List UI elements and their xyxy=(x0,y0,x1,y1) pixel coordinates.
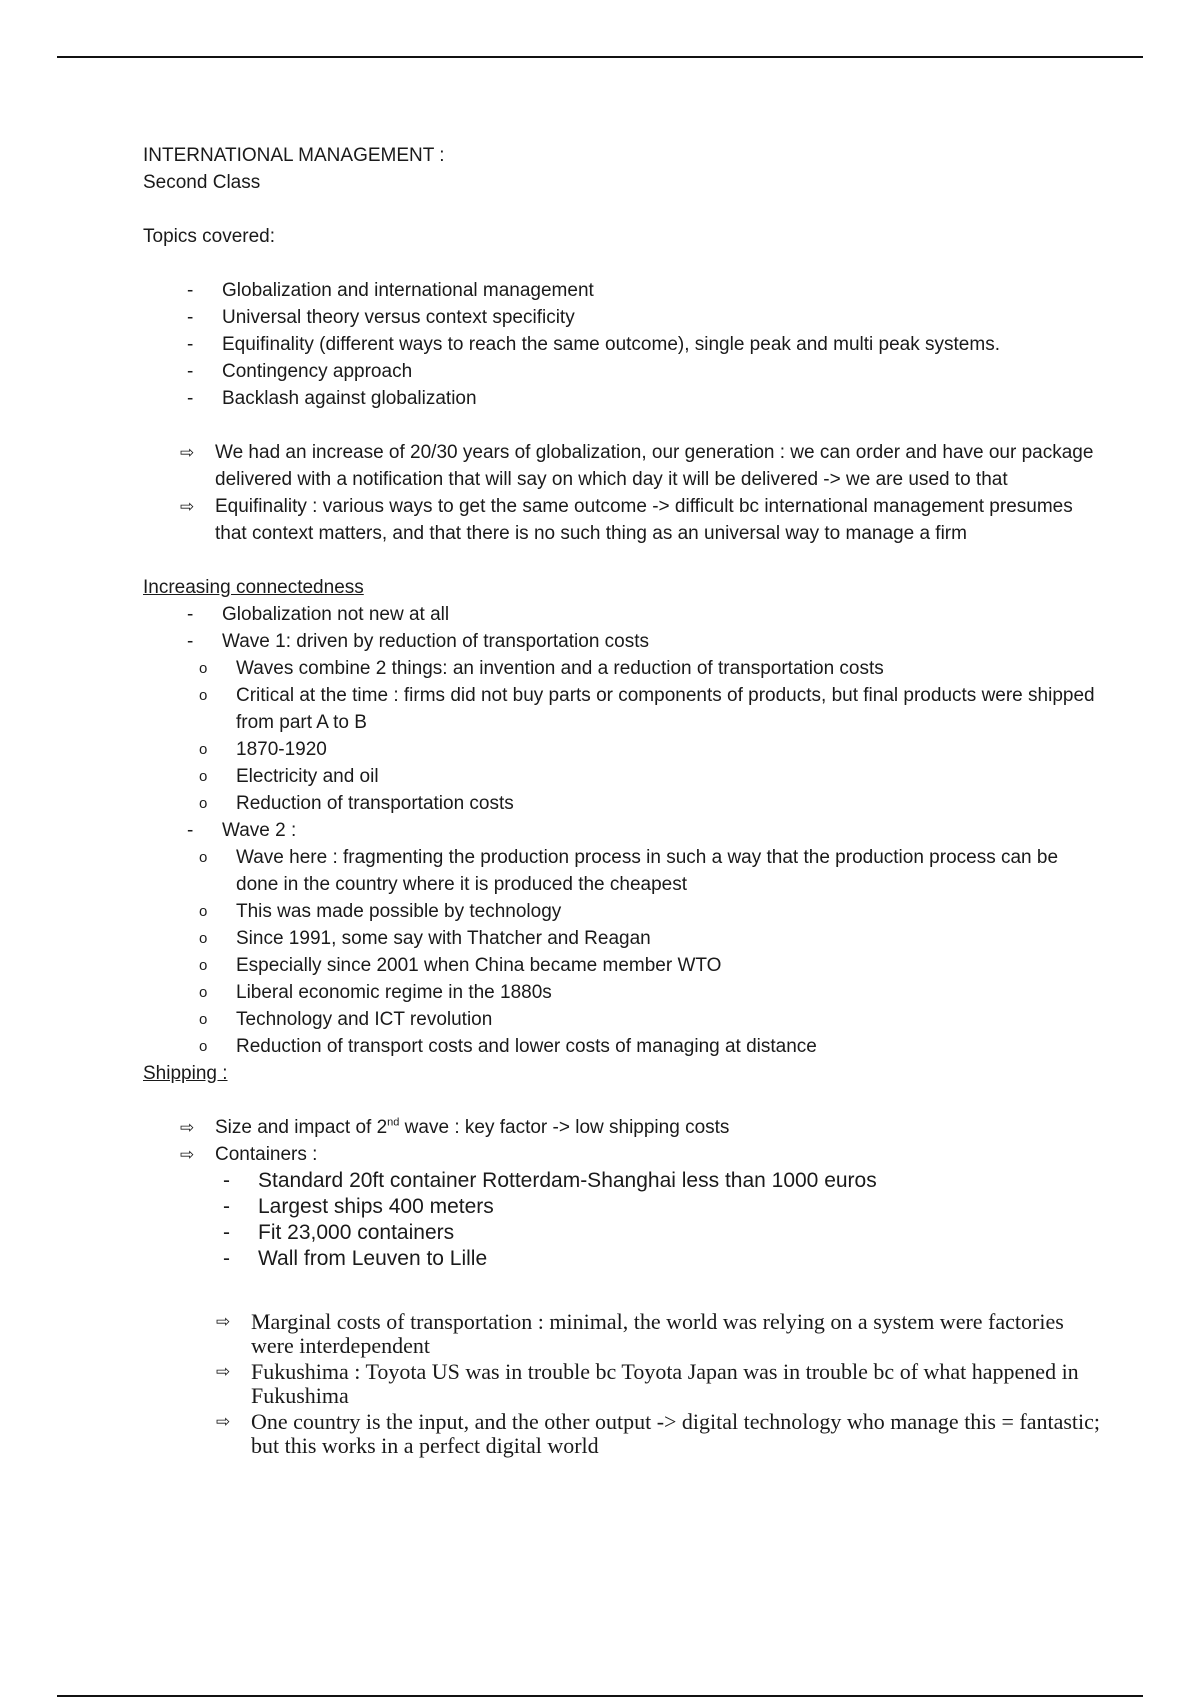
list-item: o Since 1991, some say with Thatcher and Reagan xyxy=(143,925,1103,952)
connectedness-list xyxy=(143,601,1103,655)
circle-bullet: o xyxy=(199,1038,208,1055)
shipping-arrow-list xyxy=(143,1114,1103,1168)
dash-bullet: - xyxy=(223,1169,230,1192)
intro-arrow-list xyxy=(143,439,1103,547)
list-item: o 1870-1920 xyxy=(143,736,1103,763)
list-item: ⇨ We had an increase of 20/30 years of globalization, our generation : we can order and have our package delivered with a notification that will say on which day it will be delivered -> we are used to that xyxy=(143,439,1103,493)
list-item: o Technology and ICT revolution xyxy=(143,1006,1103,1033)
connectedness-heading: Increasing connectedness xyxy=(143,577,364,598)
circle-bullet: o xyxy=(199,741,208,758)
list-item: - Equifinality (different ways to reach the same outcome), single peak and multi peak systems. xyxy=(143,331,1103,358)
circle-bullet: o xyxy=(199,930,208,947)
circle-bullet: o xyxy=(199,768,208,785)
list-item: o Electricity and oil xyxy=(143,763,1103,790)
circle-bullet: o xyxy=(199,1011,208,1028)
list-item: o Especially since 2001 when China became member WTO xyxy=(143,952,1103,979)
document-subtitle: Second Class xyxy=(143,172,261,193)
list-item: ⇨ Size and impact of 2nd wave : key factor -> low shipping costs xyxy=(143,1114,1103,1141)
arrow-bullet-icon: ⇨ xyxy=(180,443,195,462)
list-item: o Waves combine 2 things: an invention and a reduction of transportation costs xyxy=(143,655,1103,682)
circle-bullet: o xyxy=(199,903,208,920)
bottom-rule xyxy=(57,1695,1143,1697)
arrow-bullet-icon: ⇨ xyxy=(216,1412,231,1431)
circle-bullet: o xyxy=(199,957,208,974)
list-item: o This was made possible by technology xyxy=(143,898,1103,925)
dash-bullet: - xyxy=(187,388,194,409)
list-item: o Critical at the time : firms did not buy parts or components of products, but final products were shipped from part A to B xyxy=(143,682,1103,736)
dash-bullet: - xyxy=(223,1221,230,1244)
list-item: o Wave here : fragmenting the production process in such a way that the production process can be done in the country where it is produced the cheapest xyxy=(143,844,1103,898)
dash-bullet: - xyxy=(187,820,194,841)
arrow-bullet-icon: ⇨ xyxy=(180,1145,195,1164)
arrow-bullet-icon: ⇨ xyxy=(180,497,195,516)
list-item: - Standard 20ft container Rotterdam-Shanghai less than 1000 euros xyxy=(223,1169,877,1192)
dash-bullet: - xyxy=(187,361,194,382)
list-item: - Backlash against globalization xyxy=(143,385,1103,412)
list-item: - Contingency approach xyxy=(143,358,1103,385)
dash-bullet: - xyxy=(223,1195,230,1218)
list-item: - Globalization not new at all xyxy=(143,601,1103,628)
circle-bullet: o xyxy=(199,849,208,866)
list-item: ⇨ Fukushima : Toyota US was in trouble bc Toyota Japan was in trouble bc of what happened in Fukushima xyxy=(216,1359,1079,1408)
list-item: o Reduction of transport costs and lower costs of managing at distance xyxy=(143,1033,1103,1060)
list-item: - Globalization and international management xyxy=(143,277,1103,304)
containers-list xyxy=(143,1168,1103,1272)
circle-bullet: o xyxy=(199,795,208,812)
topics-heading: Topics covered: xyxy=(143,226,276,247)
wave1-points xyxy=(143,655,1103,817)
list-item: ⇨ Equifinality : various ways to get the same outcome -> difficult bc international management presumes that context matters, and that there is no such thing as an universal way to manage a firm xyxy=(143,493,1103,547)
list-item: ⇨ Containers : xyxy=(143,1141,1103,1168)
shipping-notes-list xyxy=(143,1310,1103,1458)
dash-bullet: - xyxy=(223,1247,230,1270)
arrow-bullet-icon: ⇨ xyxy=(216,1312,231,1331)
dash-bullet: - xyxy=(187,334,194,355)
arrow-bullet-icon: ⇨ xyxy=(180,1118,195,1137)
list-item: - Wave 1: driven by reduction of transportation costs xyxy=(143,628,1103,655)
dash-bullet: - xyxy=(187,604,194,625)
list-item: - Wall from Leuven to Lille xyxy=(223,1247,488,1270)
dash-bullet: - xyxy=(187,631,194,652)
list-item: o Reduction of transportation costs xyxy=(143,790,1103,817)
circle-bullet: o xyxy=(199,687,208,704)
list-item: - Wave 2 : xyxy=(143,817,1103,844)
arrow-bullet-icon: ⇨ xyxy=(216,1362,231,1381)
document-title: INTERNATIONAL MANAGEMENT : xyxy=(143,145,445,166)
circle-bullet: o xyxy=(199,660,208,677)
list-item: ⇨ One country is the input, and the other output -> digital technology who manage this = fantastic; but this works in a perfect digital world xyxy=(216,1409,1101,1458)
wave2-list xyxy=(143,817,1103,844)
top-rule xyxy=(57,56,1143,58)
topics-list xyxy=(143,277,1103,412)
list-item: - Fit 23,000 containers xyxy=(223,1221,455,1244)
wave2-points xyxy=(143,844,1103,1060)
list-item: o Liberal economic regime in the 1880s xyxy=(143,979,1103,1006)
document-body xyxy=(143,142,1103,1460)
circle-bullet: o xyxy=(199,984,208,1001)
dash-bullet: - xyxy=(187,307,194,328)
list-item: ⇨ Marginal costs of transportation : minimal, the world was relying on a system were factories were interdependent xyxy=(216,1309,1064,1358)
list-item: - Largest ships 400 meters xyxy=(223,1195,494,1218)
shipping-heading: Shipping : xyxy=(143,1063,228,1084)
dash-bullet: - xyxy=(187,280,194,301)
list-item: - Universal theory versus context specificity xyxy=(143,304,1103,331)
